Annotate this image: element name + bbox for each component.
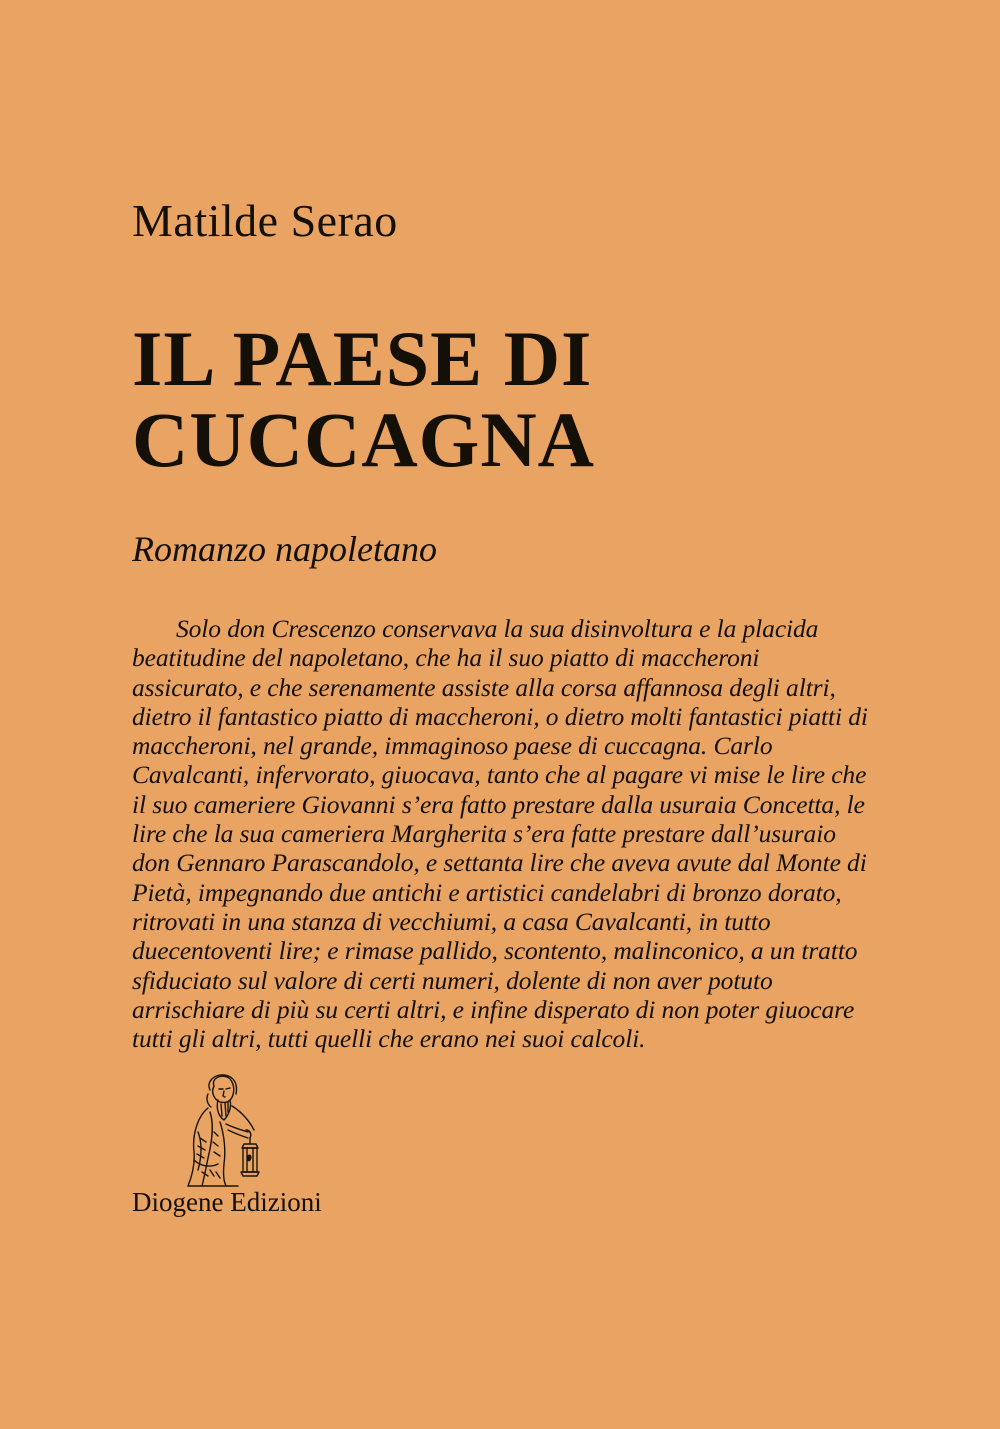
back-cover-excerpt: Solo don Crescenzo conservava la sua disinvoltura e la placida beatitudine del napoletano, che ha il suo piatto di maccheroni assicurato, e che serenamente assiste alla corsa affannosa degli altri, dietro il fantastico piatto di maccheroni, o dietro molti fantastici piatti di maccheroni, nel grande, immaginoso paese di cuccagna. Carlo Cavalcanti, infervorato, giuocava, tanto che al pagare vi mise le lire che il suo cameriere Giovanni s’era fatto prestare dalla usuraia Concetta, le lire che la sua cameriera Margherita s’era fatte prestare dall’usuraio don Gennaro Parascandolo, e settanta lire che aveva avute dal Monte di Pietà, impegnando due antichi e artistici candelabri di bronzo dorato, ritrovati in una stanza di vecchiumi, a casa Cavalcanti, in tutto duecentoventi lire; e rimase pallido, scontento, malinconico, a un tratto sfiduciato sul valore di certi numeri, dolente di non aver potuto arrischiare di più su certi altri, e infine disperato di non poter giuocare tutti gli altri, tutti quelli che erano nei suoi calcoli.: [132, 614, 868, 1054]
book-title-line-2: CUCCAGNA: [132, 396, 595, 484]
book-title-line-1: IL PAESE DI: [132, 315, 593, 402]
author-name: Matilde Serao: [132, 195, 398, 246]
diogenes-with-lantern-icon: [180, 1072, 276, 1190]
book-title: [132, 315, 932, 484]
book-subtitle: Romanzo napoletano: [132, 529, 437, 569]
publisher-name: Diogene Edizioni: [132, 1187, 322, 1217]
